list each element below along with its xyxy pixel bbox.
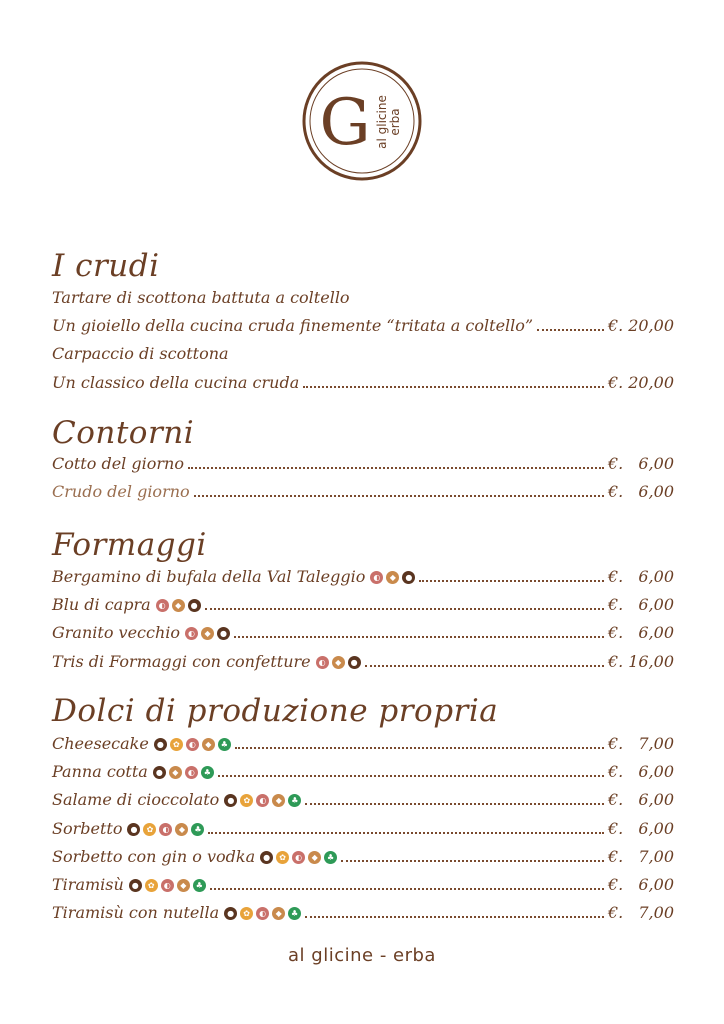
dot-leader <box>305 914 604 918</box>
price-value: 7,00 <box>638 847 674 866</box>
allergen-icons <box>224 794 301 807</box>
price-value: 16,00 <box>628 652 674 671</box>
dot-leader <box>210 886 604 890</box>
pink-icon: ◐ <box>256 907 269 920</box>
item-price <box>608 652 674 672</box>
item-name: Granito vecchio <box>52 623 181 642</box>
menu-item-row <box>52 899 674 923</box>
logo-line2: erba <box>388 108 402 136</box>
dot-leader <box>188 465 604 469</box>
item-price <box>608 316 674 336</box>
menu-item-row <box>52 815 674 839</box>
pink-icon: ◐ <box>316 656 329 669</box>
dark-icon: ● <box>260 851 273 864</box>
currency-label: €. <box>608 454 624 473</box>
green-icon: ♣ <box>288 794 301 807</box>
orange-icon: ✿ <box>240 794 253 807</box>
item-price <box>608 373 674 393</box>
menu-item-row <box>52 758 674 782</box>
tan-icon: ◆ <box>169 766 182 779</box>
currency-label: €. <box>608 790 624 809</box>
dark-icon: ● <box>402 571 415 584</box>
green-icon: ♣ <box>218 738 231 751</box>
currency-label: €. <box>608 652 624 671</box>
orange-icon: ✿ <box>143 823 156 836</box>
item-name: Blu di capra <box>52 595 151 614</box>
item-price <box>608 790 674 810</box>
currency-label: €. <box>608 316 624 335</box>
footer-text: al glicine - erba <box>288 945 436 966</box>
menu-item-row <box>52 786 674 810</box>
tan-icon: ◆ <box>202 738 215 751</box>
price-value: 6,00 <box>638 875 674 894</box>
pink-icon: ◐ <box>156 599 169 612</box>
tan-icon: ◆ <box>172 599 185 612</box>
menu-item-row <box>52 369 674 393</box>
allergen-icons <box>260 851 337 864</box>
tan-icon: ◆ <box>177 879 190 892</box>
section-title: Dolci di produzione propria <box>52 693 499 729</box>
allergen-icons <box>127 823 204 836</box>
dot-leader <box>218 773 604 777</box>
price-value: 20,00 <box>628 373 674 392</box>
item-name: Un classico della cucina cruda <box>52 373 300 392</box>
tan-icon: ◆ <box>386 571 399 584</box>
item-name: Crudo del giorno <box>52 482 190 501</box>
green-icon: ♣ <box>193 879 206 892</box>
logo-line1: al glicine <box>375 95 389 149</box>
dot-leader <box>208 830 604 834</box>
section-title: Contorni <box>52 415 195 451</box>
allergen-icons <box>153 766 214 779</box>
item-name: Tiramisù <box>52 875 124 894</box>
item-name: Un gioiello della cucina cruda finemente “tritata a coltello” <box>52 316 534 335</box>
dark-icon: ● <box>224 907 237 920</box>
green-icon: ♣ <box>191 823 204 836</box>
menu-item-row <box>52 730 674 754</box>
item-name: Sorbetto con gin o vodka <box>52 847 256 866</box>
dark-icon: ● <box>129 879 142 892</box>
item-price <box>608 762 674 782</box>
pink-icon: ◐ <box>159 823 172 836</box>
dark-icon: ● <box>127 823 140 836</box>
tan-icon: ◆ <box>175 823 188 836</box>
item-price <box>608 819 674 839</box>
menu-item-row <box>52 312 674 336</box>
price-value: 7,00 <box>638 903 674 922</box>
pink-icon: ◐ <box>185 627 198 640</box>
dish-subtitle <box>52 284 674 308</box>
menu-item-row <box>52 648 674 672</box>
allergen-icons <box>370 571 415 584</box>
item-price <box>608 875 674 895</box>
restaurant-logo <box>301 60 423 182</box>
currency-label: €. <box>608 373 624 392</box>
item-name: Bergamino di bufala della Val Taleggio <box>52 567 366 586</box>
allergen-icons <box>224 907 301 920</box>
dot-leader <box>235 745 604 749</box>
dish-name: Carpaccio di scottona <box>52 344 229 363</box>
price-value: 6,00 <box>638 623 674 642</box>
currency-label: €. <box>608 482 624 501</box>
allergen-icons <box>185 627 230 640</box>
menu-item-row <box>52 843 674 867</box>
item-price <box>608 903 674 923</box>
dark-icon: ● <box>154 738 167 751</box>
dot-leader <box>194 493 604 497</box>
currency-label: €. <box>608 623 624 642</box>
price-value: 6,00 <box>638 790 674 809</box>
price-value: 6,00 <box>638 819 674 838</box>
tan-icon: ◆ <box>308 851 321 864</box>
price-value: 6,00 <box>638 454 674 473</box>
pink-icon: ◐ <box>161 879 174 892</box>
dark-icon: ● <box>188 599 201 612</box>
dark-icon: ● <box>153 766 166 779</box>
section-title: I crudi <box>52 248 160 284</box>
currency-label: €. <box>608 595 624 614</box>
allergen-icons <box>129 879 206 892</box>
dot-leader <box>537 327 604 331</box>
tan-icon: ◆ <box>272 907 285 920</box>
currency-label: €. <box>608 847 624 866</box>
tan-icon: ◆ <box>272 794 285 807</box>
dot-leader <box>205 606 604 610</box>
pink-icon: ◐ <box>256 794 269 807</box>
currency-label: €. <box>608 903 624 922</box>
menu-item-row <box>52 478 674 502</box>
item-price <box>608 482 674 502</box>
green-icon: ♣ <box>201 766 214 779</box>
orange-icon: ✿ <box>240 907 253 920</box>
currency-label: €. <box>608 819 624 838</box>
pink-icon: ◐ <box>185 766 198 779</box>
item-price <box>608 567 674 587</box>
orange-icon: ✿ <box>276 851 289 864</box>
orange-icon: ✿ <box>170 738 183 751</box>
dot-leader <box>305 801 604 805</box>
item-name: Tris di Formaggi con confetture <box>52 652 311 671</box>
pink-icon: ◐ <box>186 738 199 751</box>
item-name: Panna cotta <box>52 762 148 781</box>
item-name: Tiramisù con nutella <box>52 903 220 922</box>
green-icon: ♣ <box>324 851 337 864</box>
allergen-icons <box>156 599 201 612</box>
item-name: Cotto del giorno <box>52 454 184 473</box>
green-icon: ♣ <box>288 907 301 920</box>
item-name: Cheesecake <box>52 734 149 753</box>
menu-item-row <box>52 450 674 474</box>
dark-icon: ● <box>217 627 230 640</box>
currency-label: €. <box>608 734 624 753</box>
dark-icon: ● <box>348 656 361 669</box>
allergen-icons <box>316 656 361 669</box>
logo-letter: G <box>319 86 371 160</box>
pink-icon: ◐ <box>370 571 383 584</box>
item-price <box>608 847 674 867</box>
tan-icon: ◆ <box>332 656 345 669</box>
price-value: 6,00 <box>638 567 674 586</box>
currency-label: €. <box>608 875 624 894</box>
orange-icon: ✿ <box>145 879 158 892</box>
dark-icon: ● <box>224 794 237 807</box>
item-price <box>608 734 674 754</box>
currency-label: €. <box>608 762 624 781</box>
price-value: 6,00 <box>638 595 674 614</box>
item-price <box>608 623 674 643</box>
item-name: Salame di cioccolato <box>52 790 220 809</box>
currency-label: €. <box>608 567 624 586</box>
dot-leader <box>365 663 604 667</box>
price-value: 20,00 <box>628 316 674 335</box>
price-value: 6,00 <box>638 762 674 781</box>
menu-item-row <box>52 591 674 615</box>
item-price <box>608 454 674 474</box>
dot-leader <box>419 578 604 582</box>
dish-subtitle <box>52 340 674 364</box>
price-value: 7,00 <box>638 734 674 753</box>
dot-leader <box>341 858 604 862</box>
item-price <box>608 595 674 615</box>
allergen-icons <box>154 738 231 751</box>
price-value: 6,00 <box>638 482 674 501</box>
menu-item-row <box>52 563 674 587</box>
menu-item-row <box>52 619 674 643</box>
section-title: Formaggi <box>52 527 207 563</box>
dot-leader <box>303 384 604 388</box>
tan-icon: ◆ <box>201 627 214 640</box>
item-name: Sorbetto <box>52 819 123 838</box>
pink-icon: ◐ <box>292 851 305 864</box>
menu-item-row <box>52 871 674 895</box>
dot-leader <box>234 634 604 638</box>
dish-name: Tartare di scottona battuta a coltello <box>52 288 350 307</box>
